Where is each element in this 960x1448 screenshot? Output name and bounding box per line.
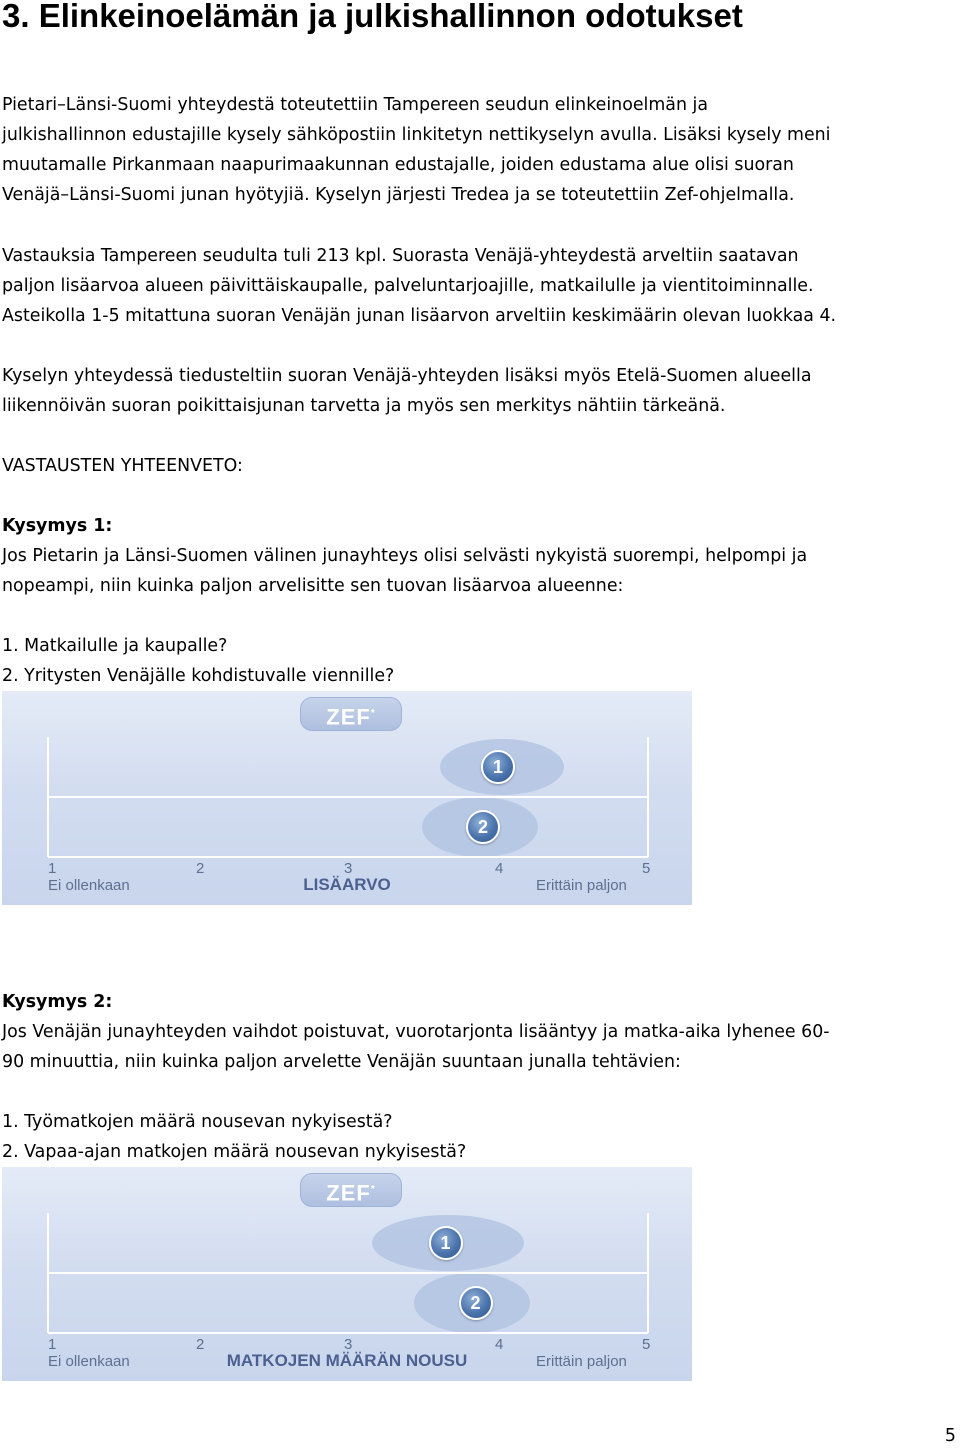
tick-label: 2 [196, 1336, 205, 1353]
question-1-items [2, 631, 958, 691]
text-line: liikennöivän suoran poikittaisjunan tarvetta ja myös sen merkitys nähtiin tärkeänä. [2, 396, 726, 416]
zef-logo-text: ZEF [326, 704, 371, 730]
marker-1 [481, 750, 515, 784]
intro-paragraph [2, 90, 958, 210]
scale-max-label: Erittäin paljon [536, 1353, 627, 1370]
text-line: Jos Venäjän junayhteyden vaihdot poistuvat, vuorotarjonta lisääntyy ja matka-aika lyhenee 60- [2, 1022, 830, 1042]
question-2-title: Kysymys 2: [2, 992, 113, 1012]
list-item: 1. Työmatkojen määrä nousevan nykyisestä? [2, 1112, 393, 1132]
text-line: muutamalle Pirkanmaan naapurimaakunnan edustajalle, joiden edustama alue olisi suoran [2, 155, 794, 175]
tick-label: 5 [642, 860, 651, 877]
list-item: 2. Yritysten Venäjälle kohdistuvalle viennille? [2, 666, 395, 686]
question-2-items [2, 1107, 958, 1167]
text-line: paljon lisäarvoa alueen päivittäiskaupalle, palveluntarjoajille, matkailulle ja vientitoiminnalle. [2, 276, 814, 296]
cross-train-paragraph [2, 361, 958, 421]
question-1-text [2, 541, 958, 601]
chart-title: MATKOJEN MÄÄRÄN NOUSU [226, 1351, 468, 1370]
zef-chart-1 [2, 691, 692, 905]
text-line: Venäjä–Länsi-Suomi junan hyötyjiä. Kyselyn järjesti Tredea ja se toteutettiin Zef-ohjelmalla. [2, 185, 795, 205]
marker-2 [459, 1286, 493, 1320]
question-1-title: Kysymys 1: [2, 516, 113, 536]
marker-label: 1 [492, 757, 503, 777]
scale-max-label: Erittäin paljon [536, 877, 627, 894]
tick-label: 1 [48, 1336, 57, 1353]
text-line: Pietari–Länsi-Suomi yhteydestä toteutettiin Tampereen seudun elinkeinoelmän ja [2, 95, 708, 115]
marker-2 [466, 810, 500, 844]
tick-label: 5 [642, 1336, 651, 1353]
text-line: nopeampi, niin kuinka paljon arvelisitte sen tuovan lisäarvoa alueenne: [2, 576, 624, 596]
text-line: Asteikolla 1-5 mitattuna suoran Venäjän junan lisäarvon arveltiin keskimäärin olevan luokkaa 4. [2, 306, 837, 326]
page-number: 5 [944, 1426, 956, 1446]
page-title: 3. Elinkeinoelämän ja julkishallinnon odotukset [2, 0, 743, 34]
scale-min-label: Ei ollenkaan [48, 877, 130, 894]
zef-chart-2 [2, 1167, 692, 1381]
zef-logo: ZEF* [300, 697, 402, 731]
chart-title: LISÄARVO [303, 875, 391, 894]
text-line: Kyselyn yhteydessä tiedusteltiin suoran Venäjä-yhteyden lisäksi myös Etelä-Suomen alueella [2, 366, 812, 386]
text-line: julkishallinnon edustajille kysely sähköpostiin linkitetyn nettikyselyn avulla. Lisäksi kysely meni [2, 125, 831, 145]
zef-logo: ZEF* [300, 1173, 402, 1207]
summary-heading: VASTAUSTEN YHTEENVETO: [2, 456, 243, 476]
marker-label: 2 [470, 1293, 481, 1313]
tick-label: 4 [495, 860, 504, 877]
text-line: Vastauksia Tampereen seudulta tuli 213 kpl. Suorasta Venäjä-yhteydestä arveltiin saatavan [2, 246, 799, 266]
text-line: Jos Pietarin ja Länsi-Suomen välinen junayhteys olisi selvästi nykyistä suorempi, helpompi ja [2, 546, 808, 566]
marker-label: 2 [477, 817, 488, 837]
list-item: 2. Vapaa-ajan matkojen määrä nousevan nykyisestä? [2, 1142, 467, 1162]
marker-label: 1 [440, 1233, 451, 1253]
results-paragraph [2, 241, 958, 331]
zef-logo-text: ZEF [326, 1180, 371, 1206]
tick-label: 3 [344, 860, 353, 877]
tick-label: 2 [196, 860, 205, 877]
marker-1 [429, 1226, 463, 1260]
tick-label: 4 [495, 1336, 504, 1353]
question-2-text [2, 1017, 958, 1077]
tick-label: 3 [344, 1336, 353, 1353]
list-item: 1. Matkailulle ja kaupalle? [2, 636, 228, 656]
scale-min-label: Ei ollenkaan [48, 1353, 130, 1370]
text-line: 90 minuuttia, niin kuinka paljon arvelette Venäjän suuntaan junalla tehtävien: [2, 1052, 681, 1072]
tick-label: 1 [48, 860, 57, 877]
